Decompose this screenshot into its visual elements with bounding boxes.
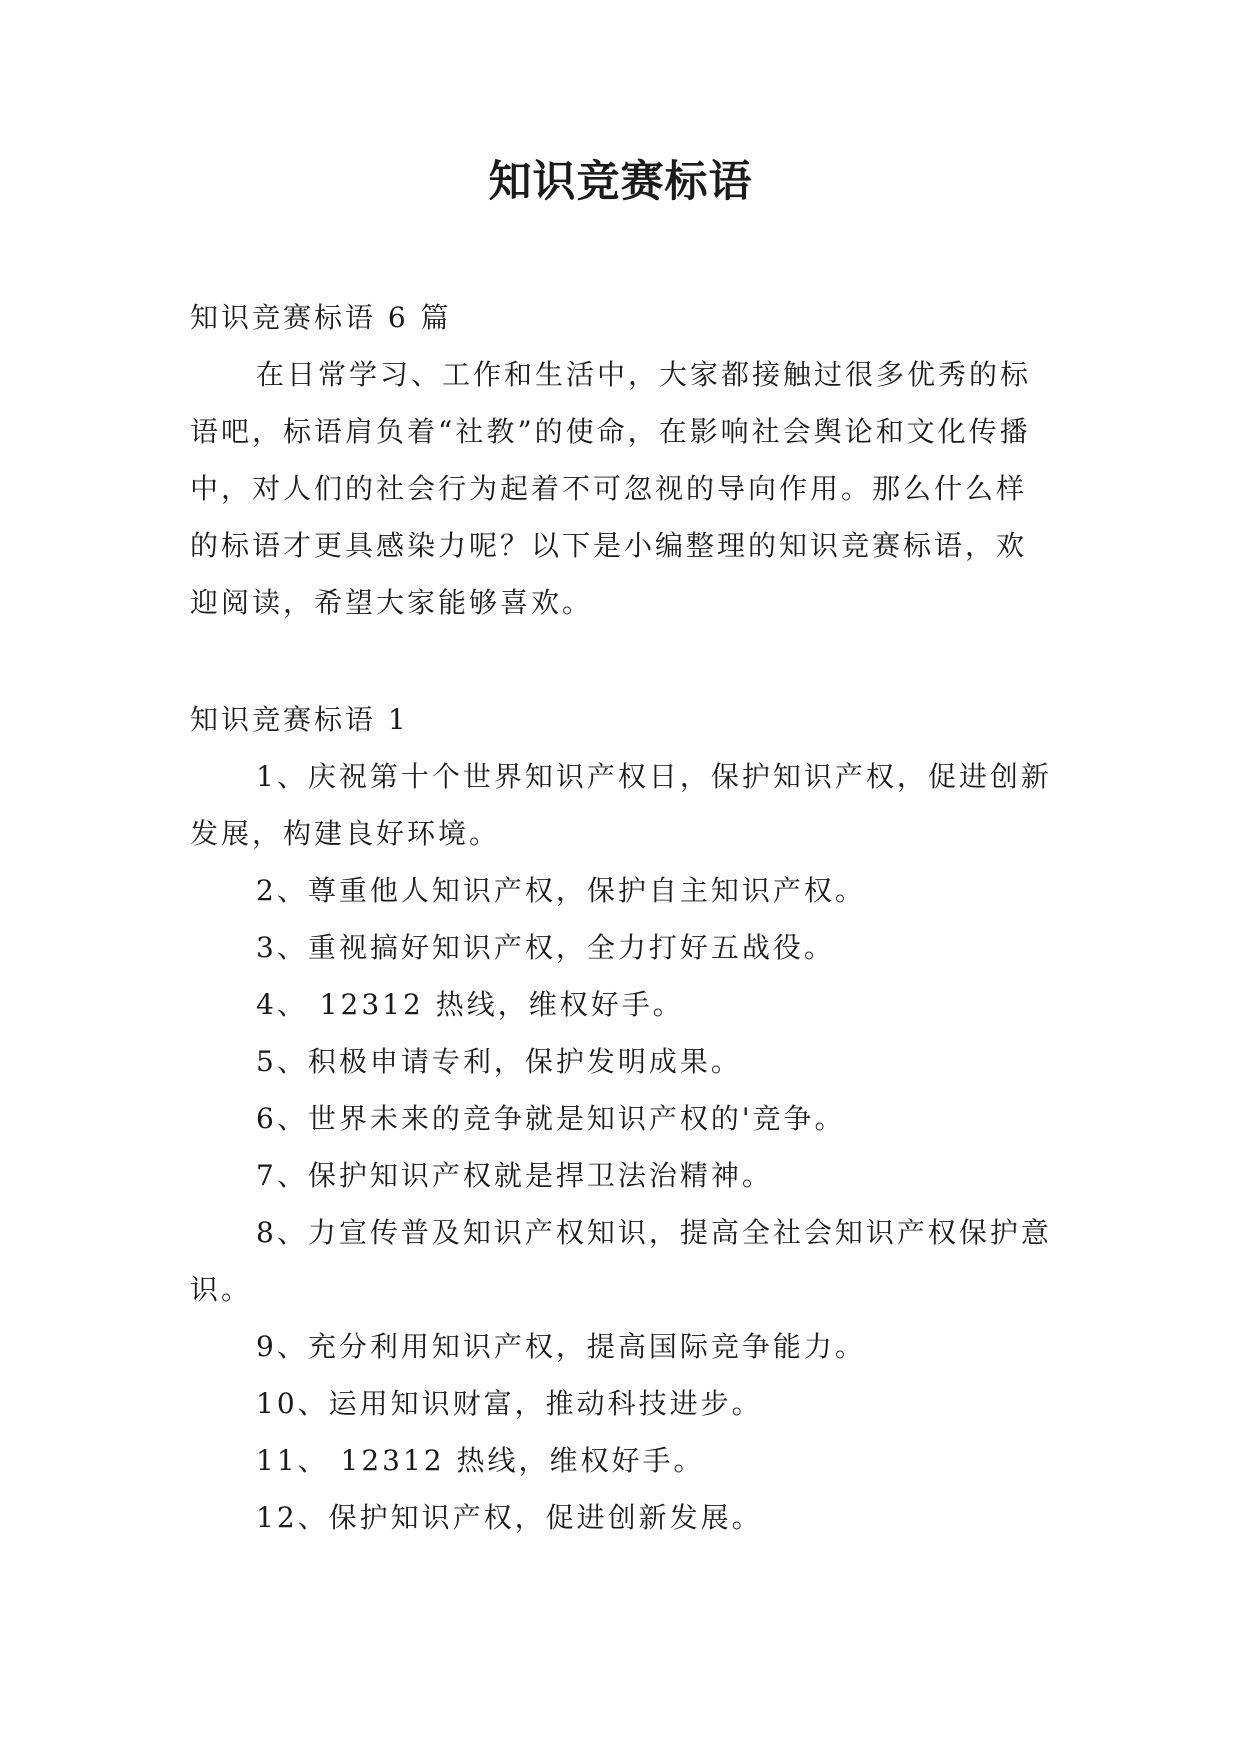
- list-item: 11、 12312 热线，维权好手。: [256, 1444, 705, 1477]
- list-item: 7、保护知识产权就是捍卫法治精神。: [256, 1159, 773, 1192]
- list-item: 2、尊重他人知识产权，保护自主知识产权。: [256, 874, 866, 907]
- page-title: 知识竞赛标语: [488, 157, 753, 207]
- list-item: 3、重视搞好知识产权，全力打好五战役。: [256, 931, 835, 964]
- list-item: 8、力宣传普及知识产权知识，提高全社会知识产权保护意识。: [190, 1216, 1052, 1306]
- list-item: 9、充分利用知识产权，提高国际竞争能力。: [256, 1330, 866, 1363]
- document-subtitle: 知识竞赛标语 6 篇: [190, 301, 452, 334]
- intro-paragraph: 在日常学习、工作和生活中，大家都接触过很多优秀的标语吧，标语肩负着“社教”的使命，在影响社会舆论和文化传播中，对人们的社会行为起着不可忽视的导向作用。那么什么样的标语才更具感染力呢？以下是小编整理的知识竞赛标语，欢迎阅读，希望大家能够喜欢。: [190, 358, 1032, 619]
- list-item: 4、 12312 热线，维权好手。: [256, 988, 684, 1021]
- list-item: 1、庆祝第十个世界知识产权日，保护知识产权，促进创新发展，构建良好环境。: [190, 760, 1052, 850]
- list-item: 10、运用知识财富，推动科技进步。: [256, 1387, 763, 1420]
- list-item: 12、保护知识产权，促进创新发展。: [256, 1501, 763, 1534]
- section-heading: 知识竞赛标语 1: [190, 703, 409, 736]
- list-item: 6、世界未来的竞争就是知识产权的'竞争。: [256, 1102, 846, 1135]
- list-item: 5、积极申请专利，保护发明成果。: [256, 1045, 742, 1078]
- slogan-list: [190, 748, 1056, 1546]
